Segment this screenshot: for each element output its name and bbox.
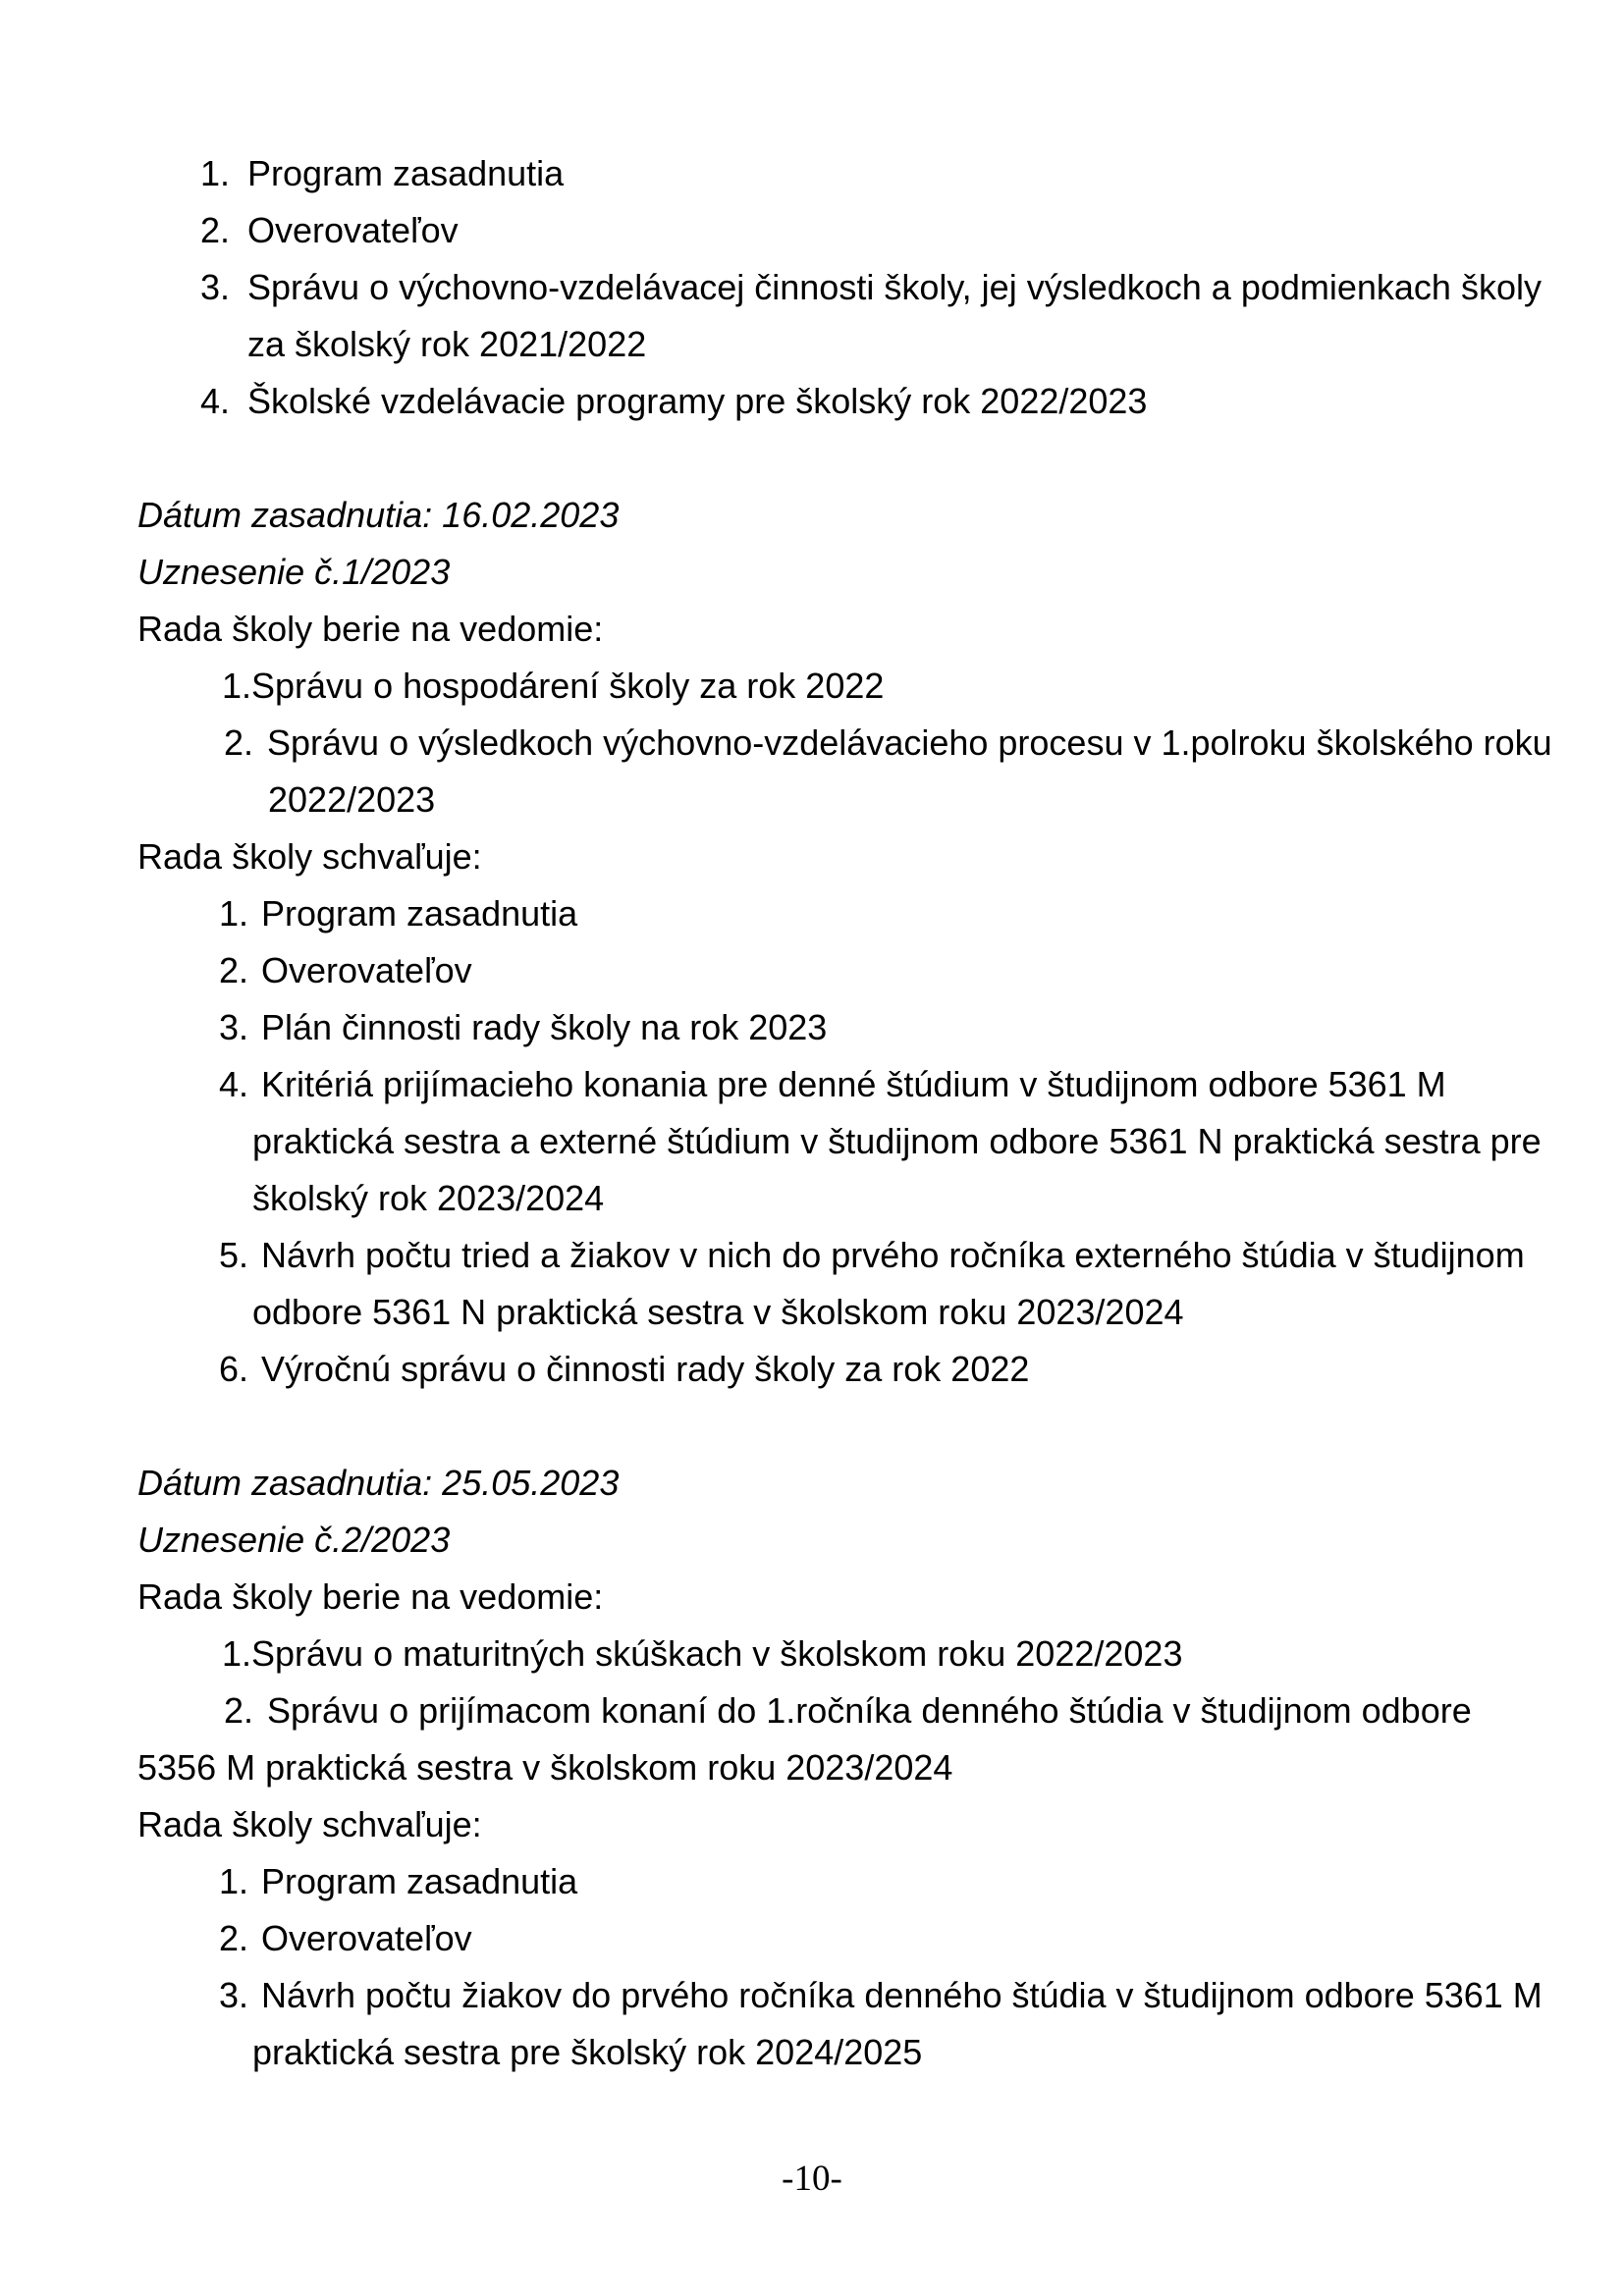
line-text: Správu o maturitných skúškach v školskom roku 2022/2023 — [251, 1633, 1183, 1674]
resolution-number — [0, 1512, 1624, 1569]
list-item-continuation — [0, 316, 1624, 373]
list-item — [0, 1967, 1624, 2024]
line-text: Návrh počtu tried a žiakov v nich do prvého ročníka externého štúdia v študijnom — [261, 1235, 1525, 1275]
line-text: Dátum zasadnutia: 16.02.2023 — [137, 495, 620, 535]
paragraph — [0, 1569, 1624, 1626]
list-marker: 2. — [200, 210, 231, 250]
list-marker: 3. — [200, 267, 231, 307]
list-marker: 4. — [200, 381, 231, 421]
line-text: Program zasadnutia — [247, 153, 565, 193]
paragraph — [0, 601, 1624, 658]
list-item-continuation — [0, 1284, 1624, 1341]
list-item — [0, 1626, 1624, 1682]
list-marker: 2. — [219, 1918, 249, 1958]
line-text: Správu o výchovno-vzdelávacej činnosti školy, jej výsledkoch a podmienkach školy — [247, 267, 1542, 307]
line-text: Školské vzdelávacie programy pre školský rok 2022/2023 — [247, 381, 1148, 421]
line-text: školský rok 2023/2024 — [252, 1178, 605, 1218]
list-marker: 1. — [222, 666, 252, 706]
line-text: Návrh počtu žiakov do prvého ročníka denného štúdia v študijnom odbore 5361 M — [261, 1975, 1543, 2015]
list-item — [0, 715, 1624, 772]
list-item — [0, 259, 1624, 316]
list-marker: 2. — [219, 950, 249, 990]
list-item — [0, 373, 1624, 430]
line-text: Správu o prijímacom konaní do 1.ročníka denného štúdia v študijnom odbore — [267, 1690, 1472, 1731]
line-text: Overovateľov — [261, 950, 472, 990]
line-text: Dátum zasadnutia: 25.05.2023 — [137, 1463, 620, 1503]
list-item — [0, 202, 1624, 259]
list-item — [0, 1910, 1624, 1967]
list-item — [0, 1056, 1624, 1113]
list-marker: 1. — [200, 153, 231, 193]
list-item — [0, 1682, 1624, 1739]
line-text: Overovateľov — [261, 1918, 472, 1958]
list-item — [0, 999, 1624, 1056]
line-text: 5356 M praktická sestra v školskom roku 2023/2024 — [137, 1747, 953, 1788]
list-item — [0, 885, 1624, 942]
list-marker: 6. — [219, 1349, 249, 1389]
list-item-continuation — [0, 2024, 1624, 2081]
line-text: Program zasadnutia — [261, 1861, 578, 1901]
line-text: 2022/2023 — [268, 779, 436, 820]
list-item — [0, 1227, 1624, 1284]
line-text: Rada školy berie na vedomie: — [137, 609, 604, 649]
resolution-number — [0, 544, 1624, 601]
line-text: praktická sestra a externé štúdium v študijnom odbore 5361 N praktická sestra pre — [252, 1121, 1542, 1161]
line-text: Správu o výsledkoch výchovno-vzdelávacieho procesu v 1.polroku školského roku — [267, 722, 1552, 763]
line-text: Rada školy schvaľuje: — [137, 1804, 482, 1844]
list-item — [0, 145, 1624, 202]
line-text: Uznesenie č.1/2023 — [137, 552, 451, 592]
list-marker: 3. — [219, 1975, 249, 2015]
list-marker: 1. — [219, 1861, 249, 1901]
list-item — [0, 942, 1624, 999]
list-item-continuation — [0, 1170, 1624, 1227]
line-text: Overovateľov — [247, 210, 459, 250]
line-text: Rada školy schvaľuje: — [137, 836, 482, 877]
list-marker: 2. — [224, 722, 254, 763]
list-marker: 1. — [219, 893, 249, 934]
line-text: Program zasadnutia — [261, 893, 578, 934]
list-marker: 4. — [219, 1064, 249, 1104]
list-marker: 2. — [224, 1690, 254, 1731]
paragraph — [0, 1796, 1624, 1853]
line-text: Správu o hospodárení školy za rok 2022 — [251, 666, 885, 706]
line-text: Výročnú správu o činnosti rady školy za rok 2022 — [261, 1349, 1030, 1389]
line-text: Rada školy berie na vedomie: — [137, 1576, 604, 1617]
meeting-date — [0, 487, 1624, 544]
list-marker: 3. — [219, 1007, 249, 1047]
list-marker: 5. — [219, 1235, 249, 1275]
list-item — [0, 1341, 1624, 1398]
list-item-continuation — [0, 1113, 1624, 1170]
list-item — [0, 658, 1624, 715]
line-text: Plán činnosti rady školy na rok 2023 — [261, 1007, 828, 1047]
paragraph — [0, 828, 1624, 885]
line-text: praktická sestra pre školský rok 2024/2025 — [252, 2032, 923, 2072]
line-text: za školský rok 2021/2022 — [247, 324, 647, 364]
line-text: Uznesenie č.2/2023 — [137, 1520, 451, 1560]
line-text: odbore 5361 N praktická sestra v školskom roku 2023/2024 — [252, 1292, 1184, 1332]
page-number: -10- — [782, 2159, 842, 2199]
list-item-continuation — [0, 1739, 1624, 1796]
list-item — [0, 1853, 1624, 1910]
meeting-date — [0, 1455, 1624, 1512]
list-marker: 1. — [222, 1633, 252, 1674]
line-text: Kritériá prijímacieho konania pre denné štúdium v študijnom odbore 5361 M — [261, 1064, 1446, 1104]
list-item-continuation — [0, 772, 1624, 828]
